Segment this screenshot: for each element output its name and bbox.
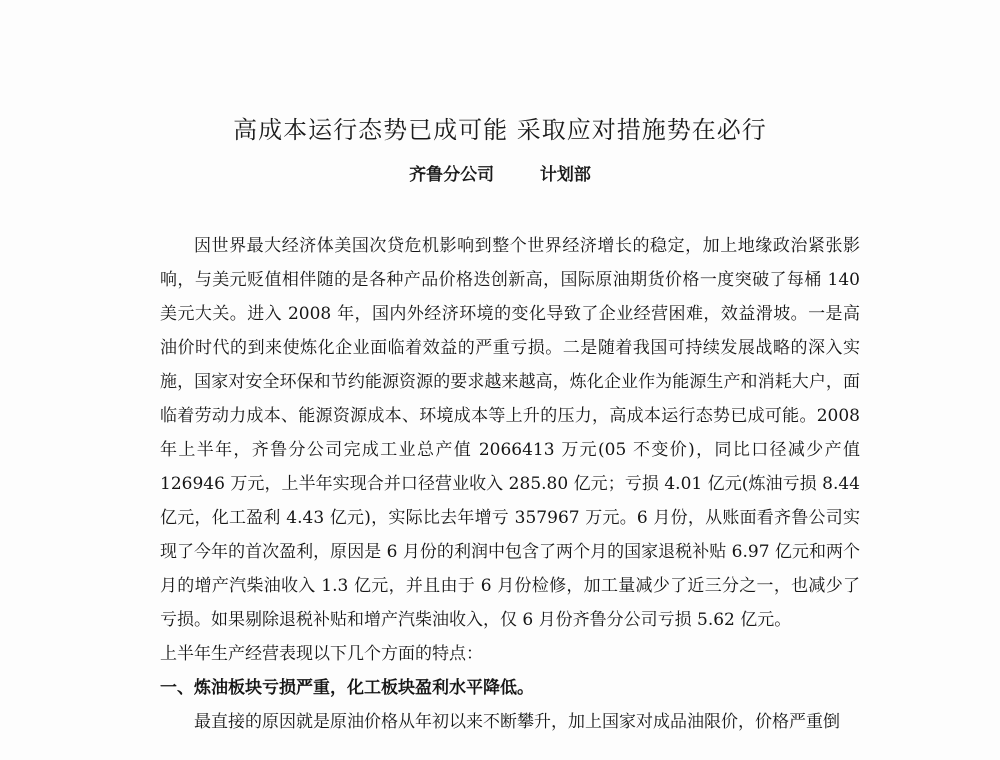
summary-line: 上半年生产经营表现以下几个方面的特点：	[160, 644, 483, 664]
author-organization: 齐鲁分公司	[409, 165, 495, 185]
author-department: 计划部	[539, 165, 591, 185]
author-line	[0, 163, 1000, 187]
intro-paragraph: 因世界最大经济体美国次贷危机影响到整个世界经济增长的稳定，加上地缘政治紧张影响，与美元贬值相伴随的是各种产品价格迭创新高，国际原油期货价格一度突破了每桶 140 美元大关。进入 2008 年，国内外经济环境的变化导致了企业经营困难，效益滑坡。一是高油价时代的到来使炼化企业面临着效益的严重亏损。二是随着我国可持续发展战略的深入实施，国家对安全环保和节约能源资源的要求越来越高，炼化企业作为能源生产和消耗大户，面临着劳动力成本、能源资源成本、环境成本等上升的压力，高成本运行态势已成可能。2008 年上半年，齐鲁分公司完成工业总产值 2066413 万元(05 不变价)，同比口径减少产值 126946 万元，上半年实现合并口径营业收入 285.80 亿元；亏损 4.01 亿元(炼油亏损 8.44 亿元，化工盈利 4.43 亿元)，实际比去年增亏 357967 万元。6 月份，从账面看齐鲁公司实现了今年的首次盈利，原因是 6 月份的利润中包含了两个月的国家退税补贴 6.97 亿元和两个月的增产汽柴油收入 1.3 亿元，并且由于 6 月份检修，加工量减少了近三分之一，也减少了亏损。如果剔除退税补贴和增产汽柴油收入，仅 6 月份齐鲁分公司亏损 5.62 亿元。	[160, 236, 860, 630]
document-body	[160, 229, 860, 739]
section-1-paragraph: 最直接的原因就是原油价格从年初以来不断攀升，加上国家对成品油限价，价格严重倒	[194, 712, 840, 732]
document-title: 高成本运行态势已成可能 采取应对措施势在必行	[233, 116, 767, 144]
section-1-heading: 一、炼油板块亏损严重，化工板块盈利水平降低。	[160, 678, 534, 698]
